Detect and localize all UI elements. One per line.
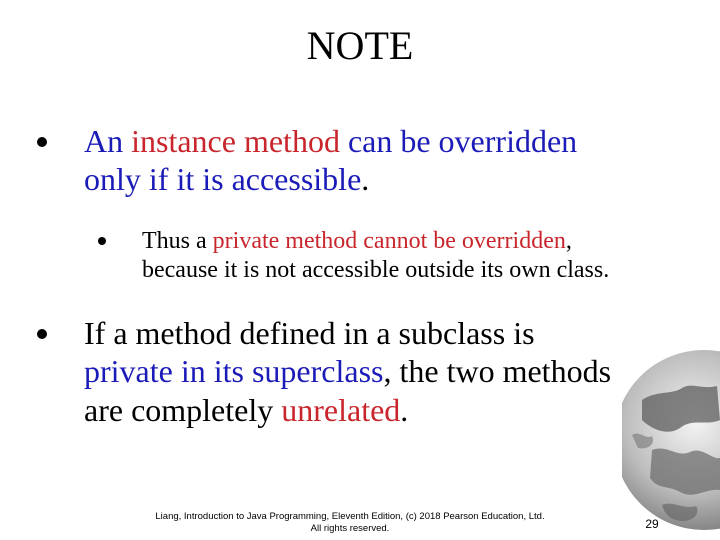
footer-citation xyxy=(140,511,560,536)
sub-bullet-line-2: because it is not accessible outside its own class. xyxy=(142,256,610,283)
globe-icon xyxy=(622,340,720,540)
bullet-1-line-2: only if it is accessible. xyxy=(84,161,370,198)
sub-bullet-dot xyxy=(98,237,106,245)
bullet-text-1 xyxy=(84,122,577,199)
bullet-2-line-1: If a method defined in a subclass is xyxy=(84,315,535,351)
bullet-1-line-1: An instance method can be overridden xyxy=(84,123,578,159)
bullet-text-2 xyxy=(84,314,611,429)
sub-bullet-text xyxy=(142,227,609,285)
sub-bullet-line-1: Thus a private method cannot be overridden, xyxy=(142,228,572,254)
footer-line-2: All rights reserved. xyxy=(310,523,390,535)
footer-line-1: Liang, Introduction to Java Programming, Eleventh Edition, (c) 2018 Pearson Education, Ltd. xyxy=(155,511,545,522)
bullet-2-line-3: are completely unrelated. xyxy=(84,391,409,428)
bullet-2-line-2: private in its superclass, the two methods xyxy=(84,353,612,390)
bullet-dot xyxy=(37,137,47,147)
page-number: 29 xyxy=(645,517,659,531)
bullet-dot xyxy=(37,329,47,339)
slide-title: NOTE xyxy=(306,23,414,68)
